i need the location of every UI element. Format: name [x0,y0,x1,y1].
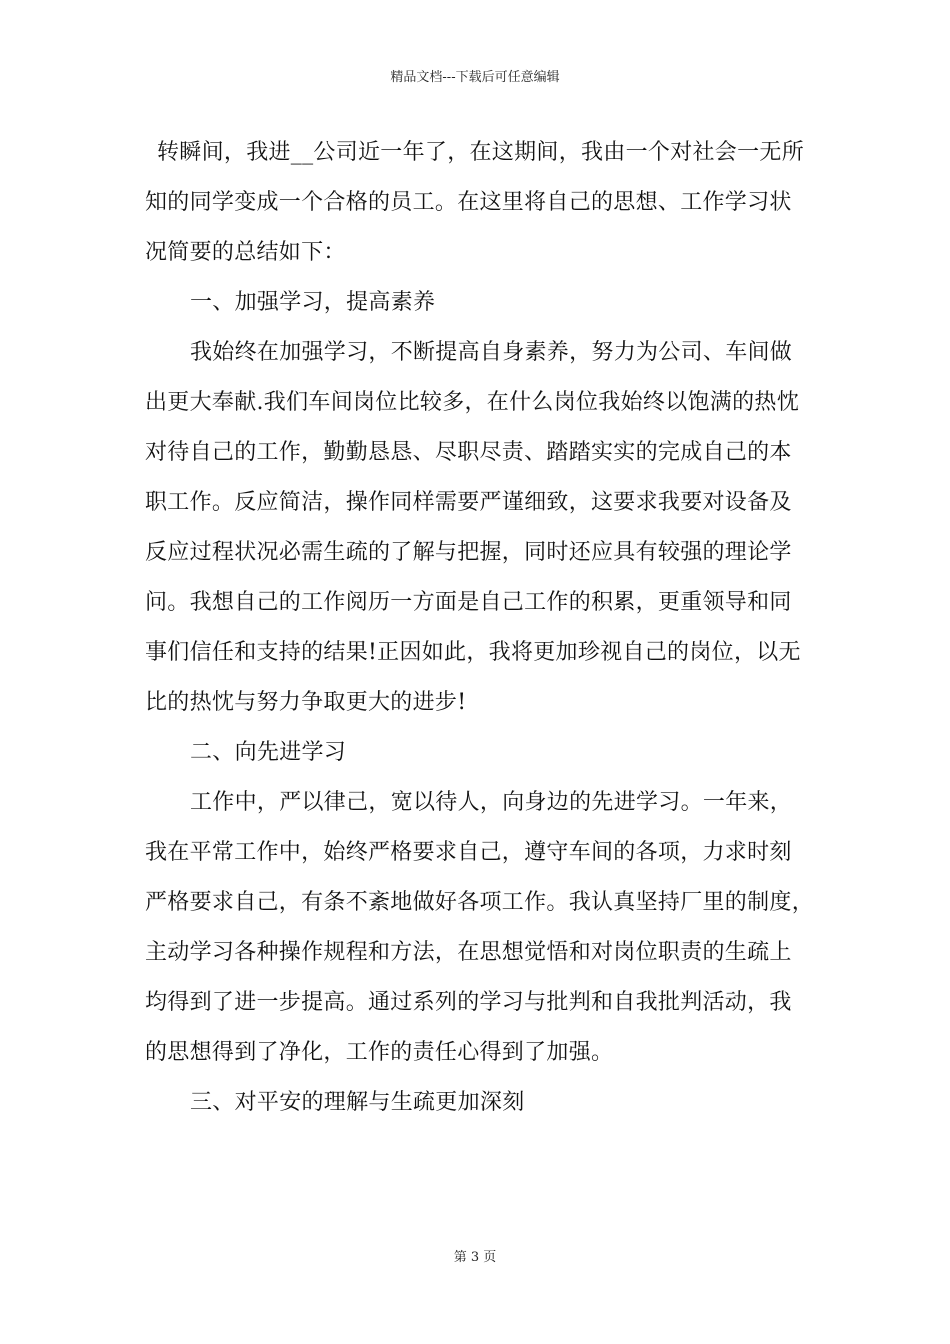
page-number: 第 3 页 [453,1250,497,1265]
paragraph-line: 事们信任和支持的结果!正因如此，我将更加珍视自己的岗位，以无 [145,640,801,665]
paragraph-line: 均得到了进一步提高。通过系列的学习与批判和自我批判活动，我 [145,990,792,1015]
paragraph-line: 职工作。反应简洁，操作同样需要严谨细致，这要求我要对设备及 [145,490,792,515]
page-header: 精品文档---下载后可任意编辑 [390,70,560,85]
paragraph-line: 的思想得到了净化，工作的责任心得到了加强。 [145,1040,614,1065]
paragraph-line: 我在平常工作中，始终严格要求自己，遵守车间的各项，力求时刻 [145,840,792,865]
paragraph-line: 反应过程状况必需生疏的了解与把握，同时还应具有较强的理论学 [145,540,792,565]
paragraph-line: 转瞬间，我进__公司近一年了，在这期间，我由一个对社会一无所 [157,140,805,165]
paragraph-line: 知的同学变成一个合格的员工。在这里将自己的思想、工作学习状 [145,190,792,215]
document-body [145,128,817,1128]
paragraph-line: 出更大奉献.我们车间岗位比较多，在什么岗位我始终以饱满的热忱 [145,390,799,415]
paragraph-line: 工作中，严以律己，宽以待人，向身边的先进学习。一年来， [190,790,793,815]
paragraph-line: 我始终在加强学习，不断提高自身素养，努力为公司、车间做 [190,340,793,365]
paragraph-line: 问。我想自己的工作阅历一方面是自己工作的积累，更重领导和同 [145,590,792,615]
paragraph-line: 比的热忱与努力争取更大的进步! [145,690,467,715]
paragraph-line: 对待自己的工作，勤勤恳恳、尽职尽责、踏踏实实的完成自己的本 [145,440,792,465]
section-heading: 二、向先进学习 [190,740,347,765]
section-heading: 一、加强学习，提高素养 [190,290,436,315]
paragraph-line: 况简要的总结如下： [145,240,346,265]
section-heading: 三、对平安的理解与生疏更加深刻 [190,1090,525,1115]
paragraph-line: 严格要求自己，有条不紊地做好各项工作。我认真坚持厂里的制度， [145,890,815,915]
paragraph-line: 主动学习各种操作规程和方法，在思想觉悟和对岗位职责的生疏上 [145,940,792,965]
